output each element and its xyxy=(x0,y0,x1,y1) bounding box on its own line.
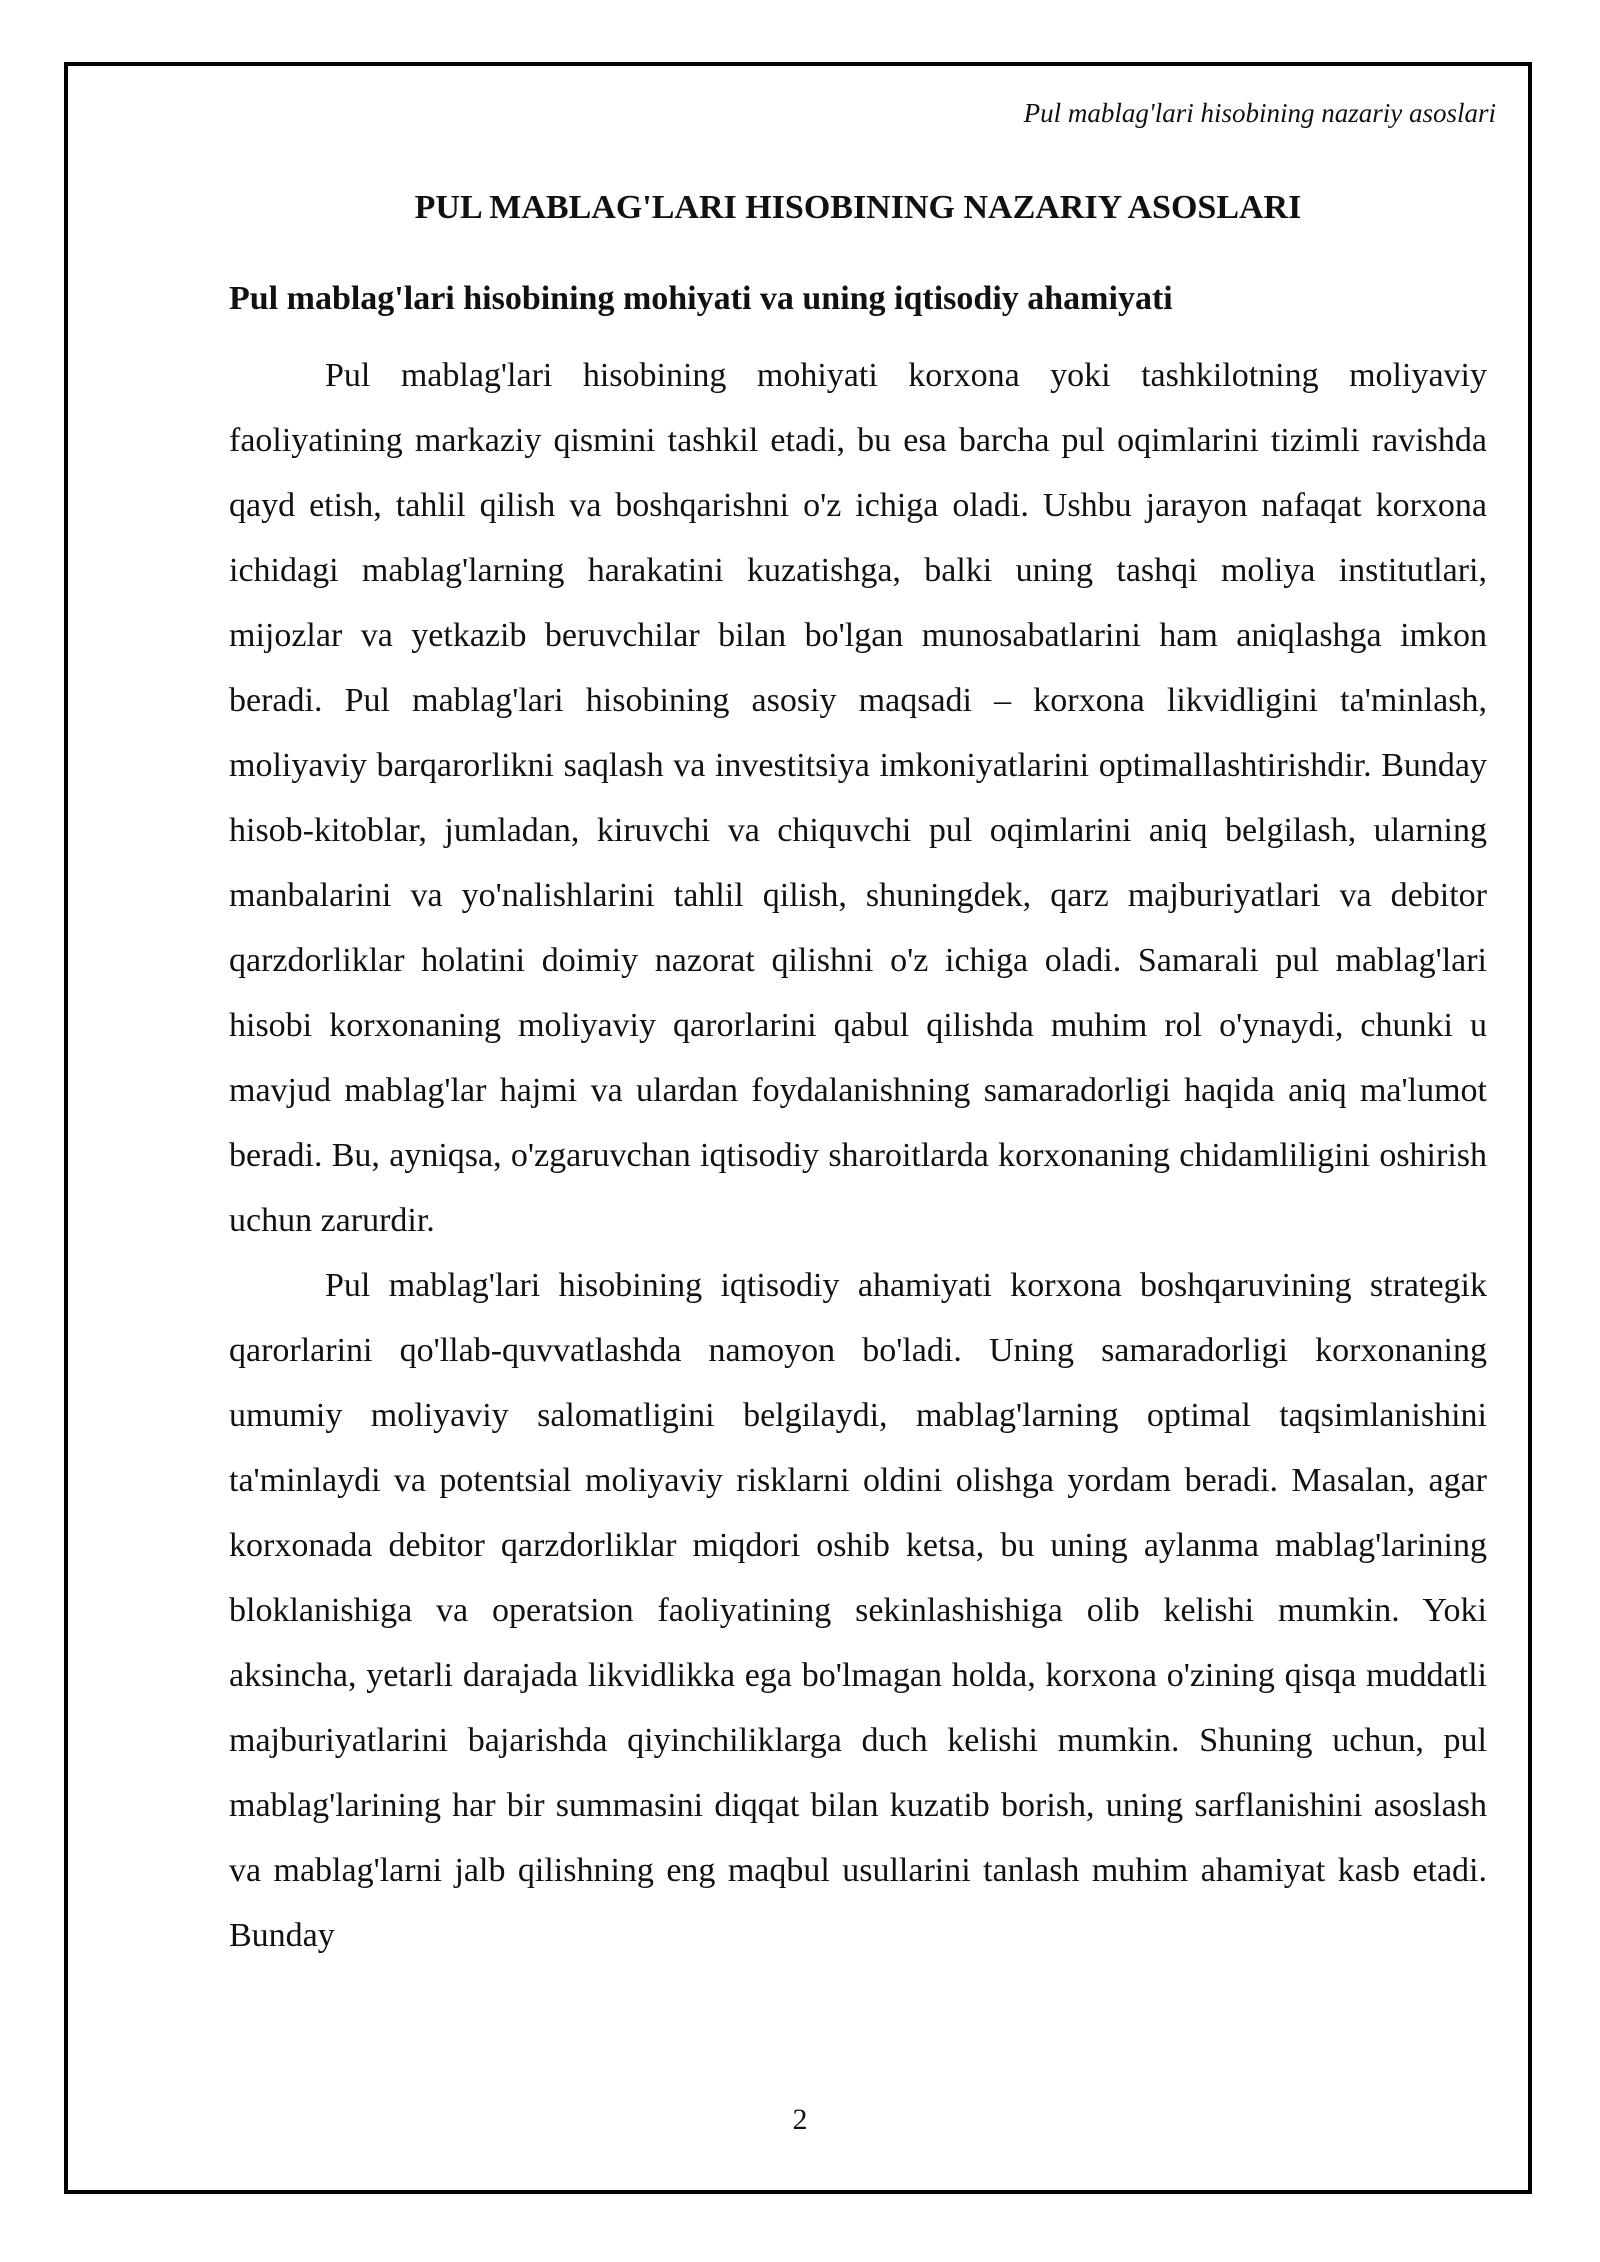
document-body xyxy=(229,186,1487,1968)
page-number: 2 xyxy=(792,2103,808,2136)
running-header: Pul mablag'lari hisobining nazariy asoslari xyxy=(1023,98,1496,128)
section-heading: Pul mablag'lari hisobining mohiyati va uning iqtisodiy ahamiyati xyxy=(229,280,1173,317)
document-title: PUL MABLAG'LARI HISOBINING NAZARIY ASOSLARI xyxy=(414,189,1302,226)
paragraph: Pul mablag'lari hisobining mohiyati korxona yoki tashkilotning moliyaviy faoliyatining markaziy qismini tashkil etadi, bu esa barcha pul oqimlarini tizimli ravishda qayd etish, tahlil qilish va boshqarishni o'z ichiga oladi. Ushbu jarayon nafaqat korxona ichidagi mablag'larning harakatini kuzatishga, balki uning tashqi moliya institutlari, mijozlar va yetkazib beruvchilar bilan bo'lgan munosabatlarini ham aniqlashga imkon beradi. Pul mablag'lari hisobining asosiy maqsadi – korxona likvidligini ta'minlash, moliyaviy barqarorlikni saqlash va investitsiya imkoniyatlarini optimallashtirishdir. Bunday hisob-kitoblar, jumladan, kiruvchi va chiquvchi pul oqimlarini aniq belgilash, ularning manbalarini va yo'nalishlarini tahlil qilish, shuningdek, qarz majburiyatlari va debitor qarzdorliklar holatini doimiy nazorat qilishni o'z ichiga oladi. Samarali pul mablag'lari hisobi korxonaning moliyaviy qarorlarini qabul qilishda muhim rol o'ynaydi, chunki u mavjud mablag'lar hajmi va ulardan foydalanishning samaradorligi haqida aniq ma'lumot beradi. Bu, ayniqsa, o'zgaruvchan iqtisodiy sharoitlarda korxonaning chidamliligini oshirish uchun zarurdir. xyxy=(229,357,1487,1239)
paragraph: Pul mablag'lari hisobining iqtisodiy ahamiyati korxona boshqaruvining strategik qarorlarini qo'llab-quvvatlashda namoyon bo'ladi. Uning samaradorligi korxonaning umumiy moliyaviy salomatligini belgilaydi, mablag'larning optimal taqsimlanishini ta'minlaydi va potentsial moliyaviy risklarni oldini olishga yordam beradi. Masalan, agar korxonada debitor qarzdorliklar miqdori oshib ketsa, bu uning aylanma mablag'larining bloklanishiga va operatsion faoliyatining sekinlashishiga olib kelishi mumkin. Yoki aksincha, yetarli darajada likvidlikka ega bo'lmagan holda, korxona o'zining qisqa muddatli majburiyatlarini bajarishda qiyinchiliklarga duch kelishi mumkin. Shuning uchun, pul mablag'larining har bir summasini diqqat bilan kuzatib borish, uning sarflanishini asoslash va mablag'larni jalb qilishning eng maqbul usullarini tanlash muhim ahamiyat kasb etadi. Bunday xyxy=(229,1267,1487,1954)
